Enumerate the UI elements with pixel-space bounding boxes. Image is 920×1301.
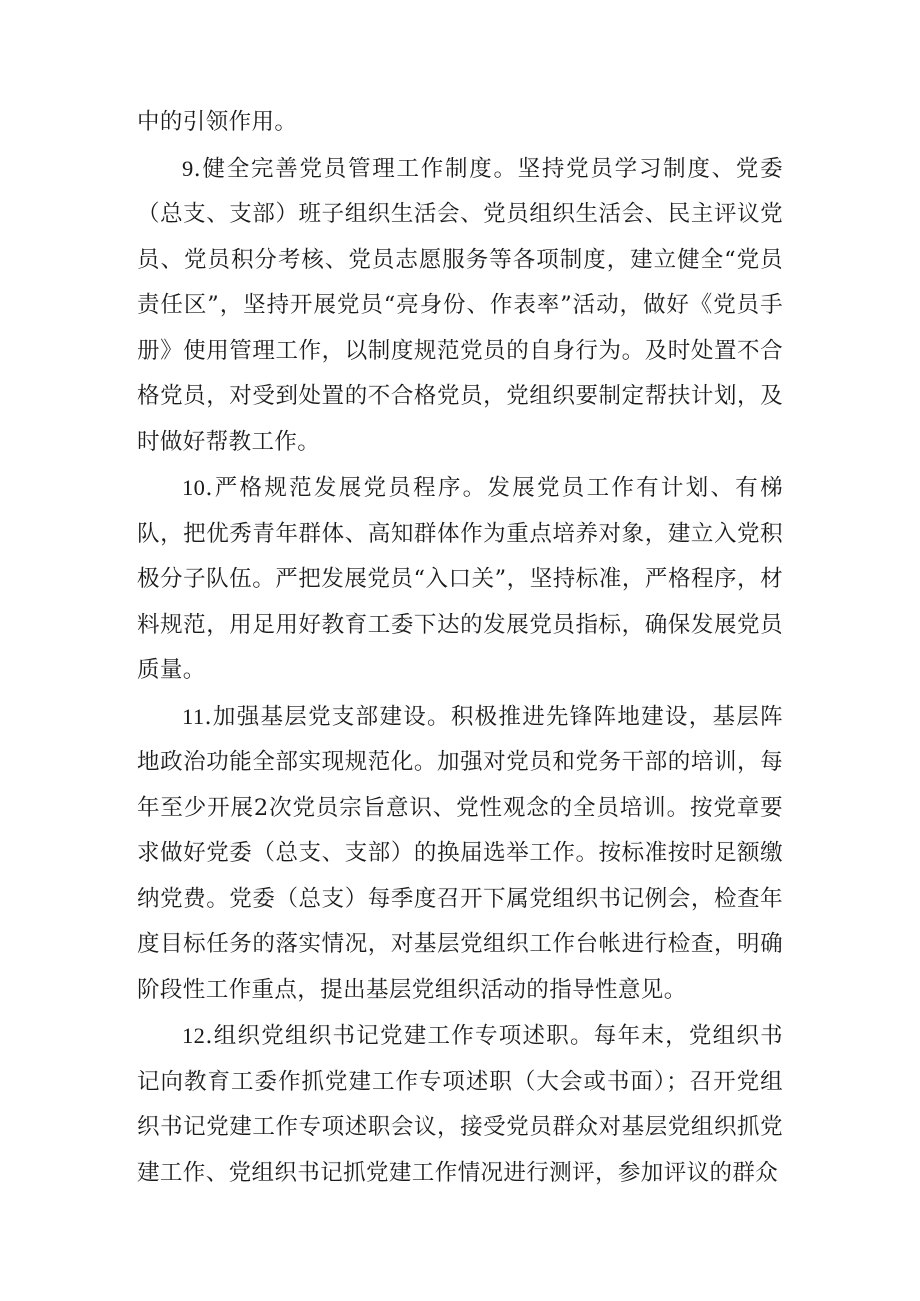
paragraph-item-11: [137, 694, 783, 1014]
paragraph-item-12: [137, 1013, 783, 1196]
paragraph-continuation: [137, 100, 783, 146]
paragraph-text: .加强基层党支部建设。积极推进先锋阵地建设，基层阵地政治功能全部实现规范化。加强对党员和党务干部的培训，每年至少开展2次党员宗旨意识、党性观念的全员培训。按党章要求做好党委（总支、支部）的换届选举工作。按标准按时足额缴纳党费。党委（总支）每季度召开下属党组织书记例会，检查年度目标任务的落实情况，对基层党组织工作台帐进行检查，明确阶段性工作重点，提出基层党组织活动的指导性意见。: [137, 703, 783, 1003]
document-body: [137, 100, 783, 1196]
paragraph-number: 12: [182, 1023, 206, 1048]
paragraph-item-10: [137, 465, 783, 694]
paragraph-item-9: [137, 146, 783, 466]
paragraph-text: .严格规范发展党员程序。发展党员工作有计划、有梯队，把优秀青年群体、高知群体作为重点培养对象，建立入党积极分子队伍。严把发展党员“入口关”，坚持标准，严格程序，材料规范，用足用好教育工委下达的发展党员指标，确保发展党员质量。: [137, 475, 783, 683]
paragraph-text: 中的引领作用。: [137, 109, 298, 135]
paragraph-number: 10: [182, 475, 206, 500]
paragraph-number: 9: [182, 155, 194, 181]
paragraph-number: 11: [182, 703, 205, 729]
paragraph-text: .组织党组织书记党建工作专项述职。每年末，党组织书记向教育工委作抓党建工作专项述职（大会或书面）；召开党组织书记党建工作专项述职会议，接受党员群众对基层党组织抓党建工作、党组织书记抓党建工作情况进行测评，参加评议的群众: [137, 1023, 783, 1186]
paragraph-text: .健全完善党员管理工作制度。坚持党员学习制度、党委（总支、支部）班子组织生活会、党员组织生活会、民主评议党员、党员积分考核、党员志愿服务等各项制度，建立健全“党员责任区”，坚持开展党员“亮身份、作表率”活动，做好《党员手册》使用管理工作，以制度规范党员的自身行为。及时处置不合格党员，对受到处置的不合格党员，党组织要制定帮扶计划，及时做好帮教工作。: [137, 155, 783, 455]
